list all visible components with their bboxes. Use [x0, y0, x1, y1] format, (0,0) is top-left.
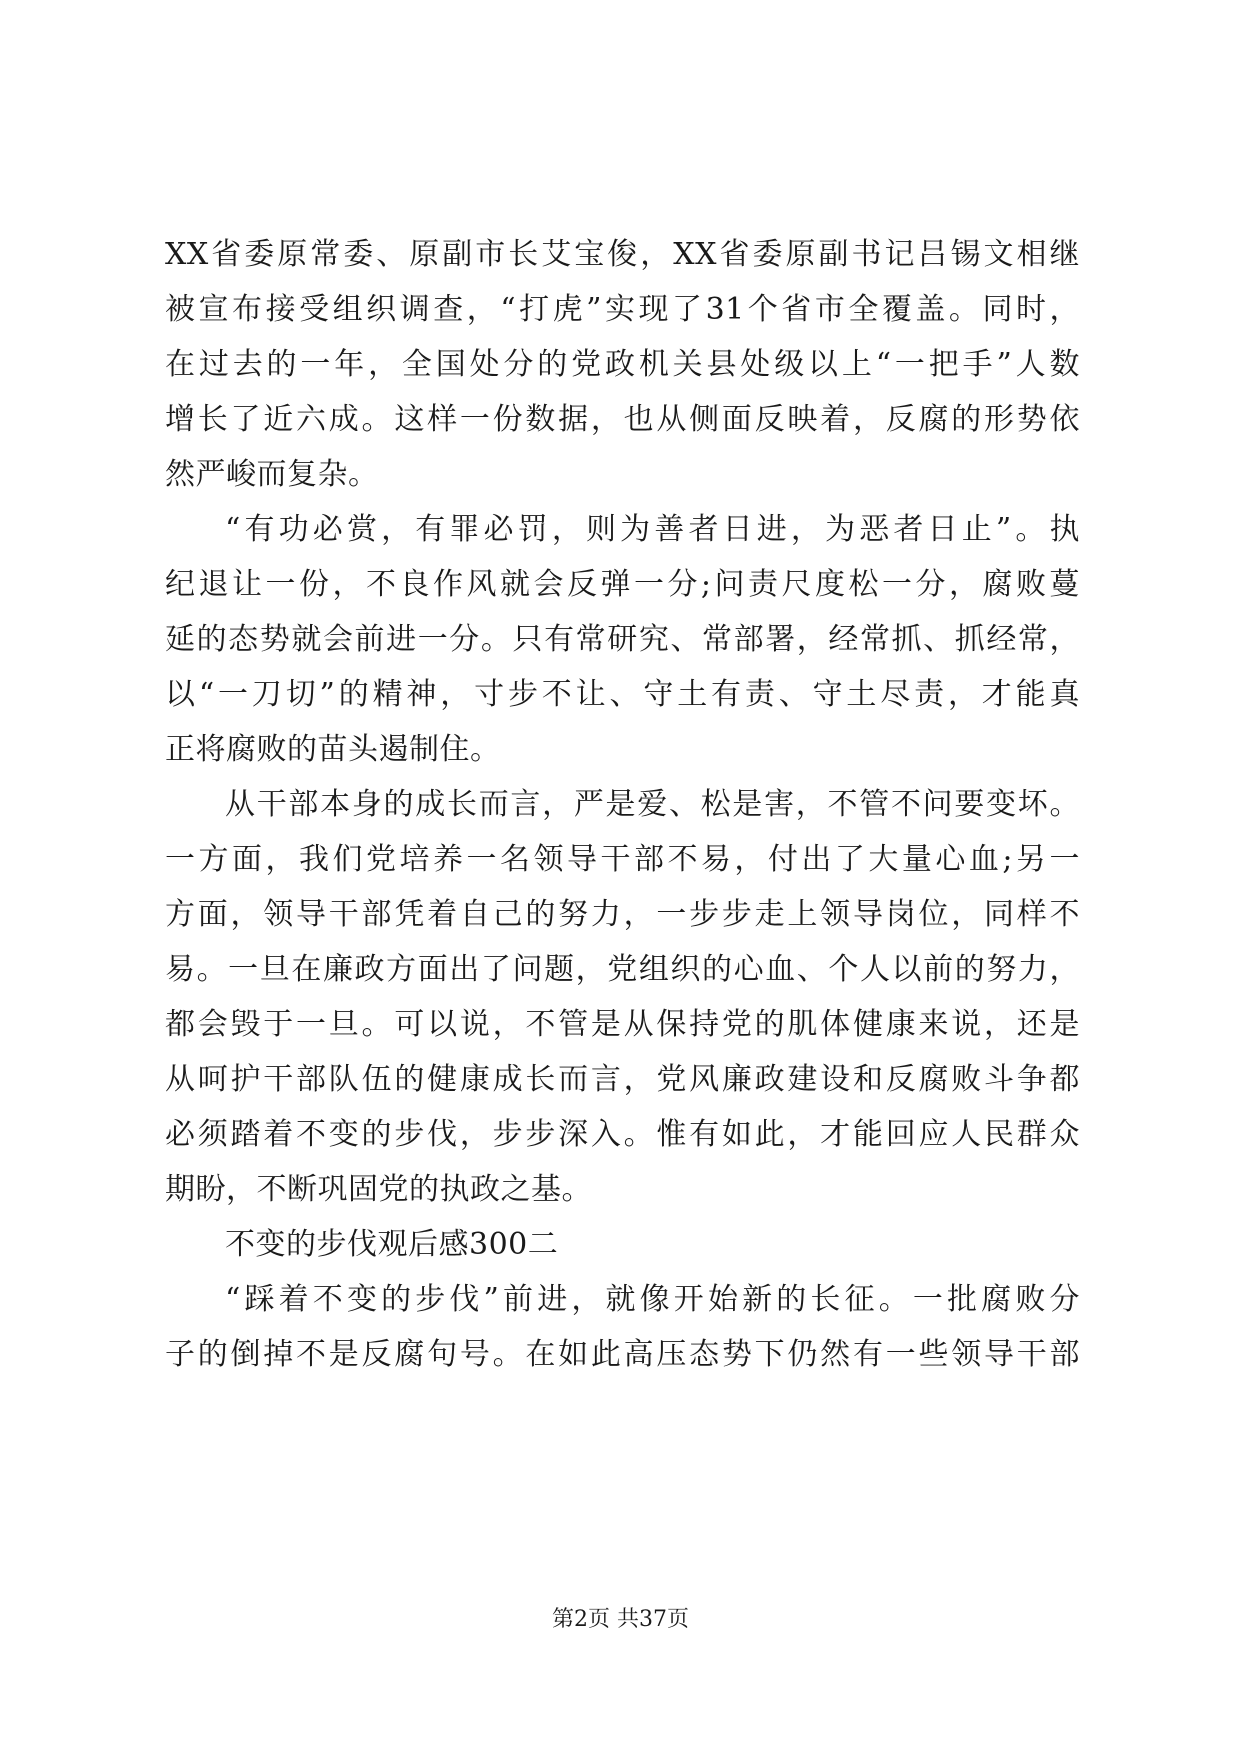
text-line: 方面，领导干部凭着自己的努力，一步步走上领导岗位，同样不 — [165, 897, 1080, 932]
text-line: 延的态势就会前进一分。只有常研究、常部署，经常抓、抓经常， — [165, 622, 1080, 657]
text-line: 子的倒掉不是反腐句号。在如此高压态势下仍然有一些领导干部 — [165, 1337, 1080, 1372]
text-line: 必须踏着不变的步伐，步步深入。惟有如此，才能回应人民群众 — [165, 1117, 1080, 1152]
text-line: 一方面，我们党培养一名领导干部不易，付出了大量心血;另一 — [165, 842, 1080, 877]
paragraph-first-line: “有功必赏，有罪必罚，则为善者日进，为恶者日止”。执 — [225, 512, 1080, 547]
text-line: 都会毁于一旦。可以说，不管是从保持党的肌体健康来说，还是 — [165, 1007, 1080, 1042]
text-line: 易。一旦在廉政方面出了问题，党组织的心血、个人以前的努力， — [165, 952, 1080, 987]
text-line: 增长了近六成。这样一份数据，也从侧面反映着，反腐的形势依 — [165, 402, 1080, 437]
page-number-footer: 第2页 共37页 — [552, 1607, 689, 1632]
text-line: 正将腐败的苗头遏制住。 — [165, 732, 501, 767]
text-line: 期盼，不断巩固党的执政之基。 — [165, 1172, 592, 1207]
text-line: 在过去的一年，全国处分的党政机关县处级以上“一把手”人数 — [165, 347, 1080, 382]
section-heading: 不变的步伐观后感300二 — [225, 1227, 559, 1262]
paragraph-first-line: 从干部本身的成长而言，严是爱、松是害，不管不问要变坏。 — [225, 787, 1080, 822]
text-line: XX省委原常委、原副市长艾宝俊，XX省委原副书记吕锡文相继 — [165, 237, 1080, 272]
paragraph-first-line: “踩着不变的步伐”前进，就像开始新的长征。一批腐败分 — [225, 1282, 1080, 1317]
text-line: 以“一刀切”的精神，寸步不让、守土有责、守土尽责，才能真 — [165, 677, 1080, 712]
text-line: 被宣布接受组织调查，“打虎”实现了31个省市全覆盖。同时， — [165, 292, 1080, 327]
text-line: 纪退让一份，不良作风就会反弹一分;问责尺度松一分，腐败蔓 — [165, 567, 1080, 602]
text-line: 从呵护干部队伍的健康成长而言，党风廉政建设和反腐败斗争都 — [165, 1062, 1080, 1097]
text-line: 然严峻而复杂。 — [165, 457, 379, 492]
